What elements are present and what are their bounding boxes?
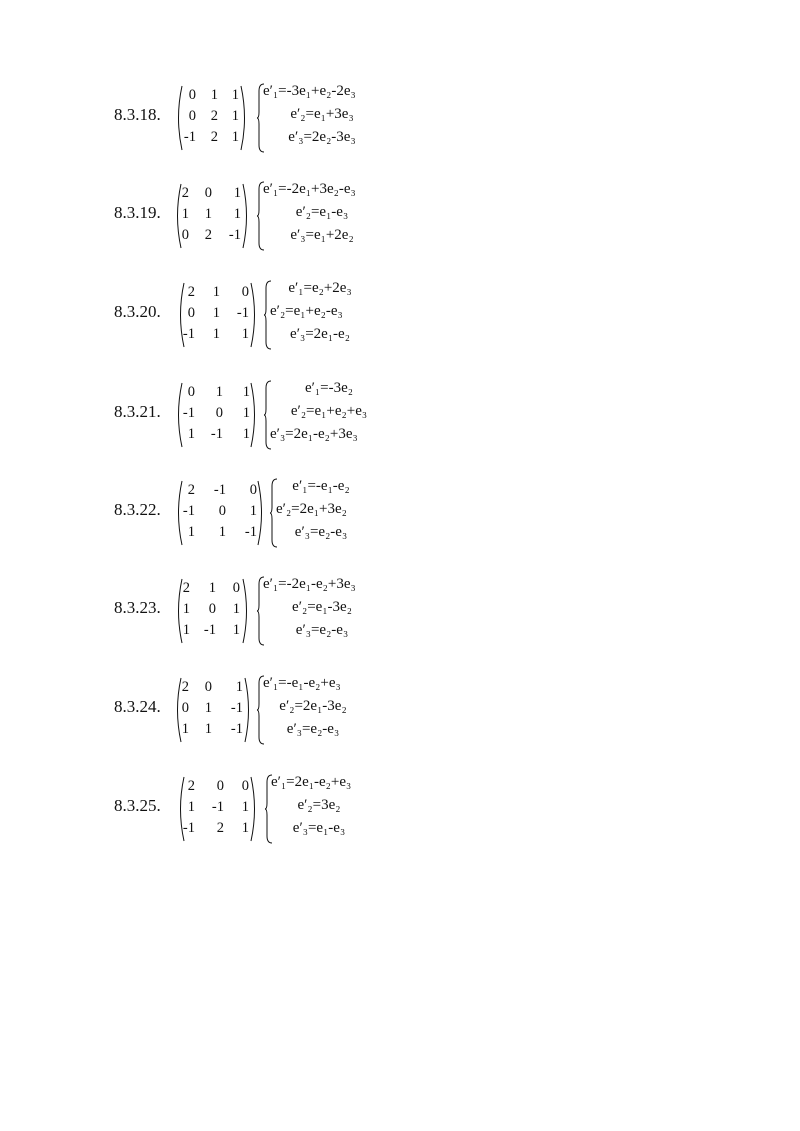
matrix xyxy=(176,280,259,350)
matrix-row xyxy=(173,185,251,205)
equation-2: e′₂=2e₁-3e₂ xyxy=(279,698,347,714)
matrix-cell: -1 xyxy=(236,305,249,321)
equation-2: e′₂=e₁+e₂+e₃ xyxy=(290,403,368,419)
matrix-cell: 1 xyxy=(182,601,190,617)
matrix-row xyxy=(176,284,259,304)
matrix-cell: 1 xyxy=(218,524,226,540)
matrix-cell: 1 xyxy=(187,524,195,540)
matrix-cell: 2 xyxy=(181,185,189,201)
problem-number: 8.3.22. xyxy=(114,500,161,519)
equation-1: e′₁=-2e₁-e₂+3e₃ xyxy=(263,576,356,592)
equation-1: e′₁=-e₁-e₂+e₃ xyxy=(263,675,341,691)
problem-8-3-22 xyxy=(114,478,414,548)
equation-2: e′₂=2e₁+3e₂ xyxy=(276,501,347,517)
equation-2: e′₂=e₁-e₃ xyxy=(295,204,349,220)
matrix xyxy=(173,675,253,745)
matrix-cell: 2 xyxy=(216,820,224,836)
matrix-row xyxy=(174,482,266,502)
matrix-cell: 1 xyxy=(231,129,239,145)
matrix-cell: 2 xyxy=(210,108,218,124)
matrix-row xyxy=(176,778,259,798)
matrix-cell: 0 xyxy=(249,482,257,498)
matrix-cell: 1 xyxy=(231,108,239,124)
matrix-row xyxy=(174,87,249,107)
matrix xyxy=(174,380,259,450)
matrix-cell: 0 xyxy=(188,87,196,103)
problem-8-3-19 xyxy=(114,181,414,251)
matrix-row xyxy=(174,524,266,544)
matrix-row xyxy=(173,721,253,741)
right-paren xyxy=(250,283,259,347)
matrix-cell: 2 xyxy=(182,580,190,596)
matrix-cell: 0 xyxy=(181,700,189,716)
matrix-cell: -1 xyxy=(203,622,216,638)
matrix-cell: 1 xyxy=(204,700,212,716)
right-paren xyxy=(242,184,251,248)
equation-system xyxy=(257,181,397,251)
matrix-cell: 0 xyxy=(204,679,212,695)
matrix-row xyxy=(174,622,251,642)
matrix xyxy=(174,576,251,646)
matrix-cell: 1 xyxy=(233,206,241,222)
problem-number: 8.3.18. xyxy=(114,105,161,124)
matrix-cell: 1 xyxy=(232,601,240,617)
matrix-row xyxy=(174,580,251,600)
matrix-cell: 0 xyxy=(232,580,240,596)
matrix-cell: 2 xyxy=(204,227,212,243)
equation-3: e′₃=e₂-e₃ xyxy=(295,622,349,638)
problem-number: 8.3.23. xyxy=(114,598,161,617)
matrix-cell: 0 xyxy=(204,185,212,201)
equation-system xyxy=(270,478,370,548)
right-paren xyxy=(257,481,266,545)
problem-8-3-25 xyxy=(114,774,414,844)
equation-2: e′₂=3e₂ xyxy=(297,797,341,813)
matrix-cell: 1 xyxy=(241,799,249,815)
matrix-cell: 1 xyxy=(212,284,220,300)
equation-1: e′₁=e₂+2e₃ xyxy=(288,280,352,296)
matrix-cell: 1 xyxy=(232,622,240,638)
matrix-cell: -1 xyxy=(211,799,224,815)
matrix-cell: 1 xyxy=(182,622,190,638)
matrix-cell: 1 xyxy=(187,799,195,815)
problem-8-3-18 xyxy=(114,83,414,153)
matrix-row xyxy=(174,405,259,425)
matrix-cell: 1 xyxy=(212,305,220,321)
right-paren xyxy=(240,86,249,150)
matrix-row xyxy=(174,384,259,404)
equation-3: e′₃=2e₁-e₂+3e₃ xyxy=(270,426,358,442)
right-paren xyxy=(242,579,251,643)
matrix-cell: 1 xyxy=(242,426,250,442)
matrix-row xyxy=(176,305,259,325)
matrix-cell: 2 xyxy=(187,284,195,300)
matrix-cell: 0 xyxy=(241,284,249,300)
matrix-cell: 1 xyxy=(181,206,189,222)
problem-number: 8.3.24. xyxy=(114,697,161,716)
equation-1: e′₁=-e₁-e₂ xyxy=(292,478,350,494)
matrix xyxy=(174,478,266,548)
matrix-row xyxy=(174,601,251,621)
matrix-cell: 0 xyxy=(181,227,189,243)
equation-system xyxy=(265,774,385,844)
matrix-cell: -1 xyxy=(210,426,223,442)
matrix-cell: 1 xyxy=(212,326,220,342)
matrix-row xyxy=(173,700,253,720)
matrix-cell: 0 xyxy=(187,305,195,321)
matrix-row xyxy=(174,129,249,149)
equation-3: e′₃=e₂-e₃ xyxy=(286,721,340,737)
matrix-cell: 1 xyxy=(231,87,239,103)
matrix-cell: 0 xyxy=(218,503,226,519)
matrix-cell: 1 xyxy=(249,503,257,519)
problem-8-3-21 xyxy=(114,380,414,450)
matrix-row xyxy=(173,227,251,247)
matrix-cell: 0 xyxy=(188,108,196,124)
problem-8-3-23 xyxy=(114,576,414,646)
matrix-row xyxy=(173,206,251,226)
equation-2: e′₂=e₁+3e₃ xyxy=(290,106,354,122)
matrix-cell: 1 xyxy=(241,326,249,342)
matrix-cell: 2 xyxy=(187,778,195,794)
matrix xyxy=(176,774,259,844)
matrix-cell: 0 xyxy=(216,778,224,794)
equation-3: e′₃=2e₁-e₂ xyxy=(290,326,350,342)
matrix-row xyxy=(174,426,259,446)
matrix-cell: -1 xyxy=(182,503,195,519)
matrix-cell: 1 xyxy=(233,185,241,201)
right-paren xyxy=(244,678,253,742)
equation-system xyxy=(264,280,374,350)
equation-1: e′₁=-3e₁+e₂-2e₃ xyxy=(263,83,356,99)
equation-3: e′₃=2e₂-3e₃ xyxy=(288,129,356,145)
matrix xyxy=(174,83,249,153)
equation-system xyxy=(257,675,377,745)
matrix-cell: -1 xyxy=(182,405,195,421)
matrix-row xyxy=(174,503,266,523)
matrix-cell: 0 xyxy=(208,601,216,617)
matrix-cell: -1 xyxy=(228,227,241,243)
problem-number: 8.3.21. xyxy=(114,402,161,421)
matrix-row xyxy=(176,820,259,840)
matrix-cell: -1 xyxy=(244,524,257,540)
matrix-row xyxy=(173,679,253,699)
equation-system xyxy=(257,576,397,646)
matrix-cell: -1 xyxy=(230,700,243,716)
equation-1: e′₁=-2e₁+3e₂-e₃ xyxy=(263,181,356,197)
matrix-cell: 1 xyxy=(215,384,223,400)
equation-2: e′₂=e₁-3e₂ xyxy=(292,599,352,615)
matrix-cell: 2 xyxy=(187,482,195,498)
matrix xyxy=(173,181,251,251)
right-paren xyxy=(250,383,259,447)
right-paren xyxy=(250,777,259,841)
matrix-cell: -1 xyxy=(230,721,243,737)
matrix-cell: -1 xyxy=(182,326,195,342)
matrix-row xyxy=(174,108,249,128)
matrix-cell: 1 xyxy=(241,820,249,836)
problem-number: 8.3.20. xyxy=(114,302,161,321)
matrix-cell: 1 xyxy=(235,679,243,695)
matrix-cell: -1 xyxy=(182,820,195,836)
matrix-cell: 2 xyxy=(210,129,218,145)
matrix-cell: -1 xyxy=(213,482,226,498)
equation-1: e′₁=2e₁-e₂+e₃ xyxy=(271,774,352,790)
problem-8-3-20 xyxy=(114,280,414,350)
equation-3: e′₃=e₂-e₃ xyxy=(294,524,348,540)
matrix-cell: 1 xyxy=(242,405,250,421)
equation-1: e′₁=-3e₂ xyxy=(304,380,353,396)
matrix-cell: 1 xyxy=(204,721,212,737)
matrix-cell: 0 xyxy=(215,405,223,421)
equation-system xyxy=(264,380,394,450)
equation-2: e′₂=e₁+e₂-e₃ xyxy=(270,303,343,319)
matrix-cell: 0 xyxy=(187,384,195,400)
matrix-cell: 1 xyxy=(204,206,212,222)
matrix-cell: -1 xyxy=(183,129,196,145)
matrix-cell: 2 xyxy=(181,679,189,695)
equation-3: e′₃=e₁+2e₂ xyxy=(290,227,354,243)
matrix-row xyxy=(176,326,259,346)
problem-number: 8.3.25. xyxy=(114,796,161,815)
matrix-cell: 1 xyxy=(208,580,216,596)
matrix-cell: 0 xyxy=(241,778,249,794)
matrix-cell: 1 xyxy=(242,384,250,400)
problem-number: 8.3.19. xyxy=(114,203,161,222)
matrix-cell: 1 xyxy=(181,721,189,737)
equation-3: e′₃=e₁-e₃ xyxy=(292,820,346,836)
problem-8-3-24 xyxy=(114,675,414,745)
matrix-cell: 1 xyxy=(187,426,195,442)
equation-system xyxy=(257,83,397,153)
matrix-row xyxy=(176,799,259,819)
matrix-cell: 1 xyxy=(210,87,218,103)
